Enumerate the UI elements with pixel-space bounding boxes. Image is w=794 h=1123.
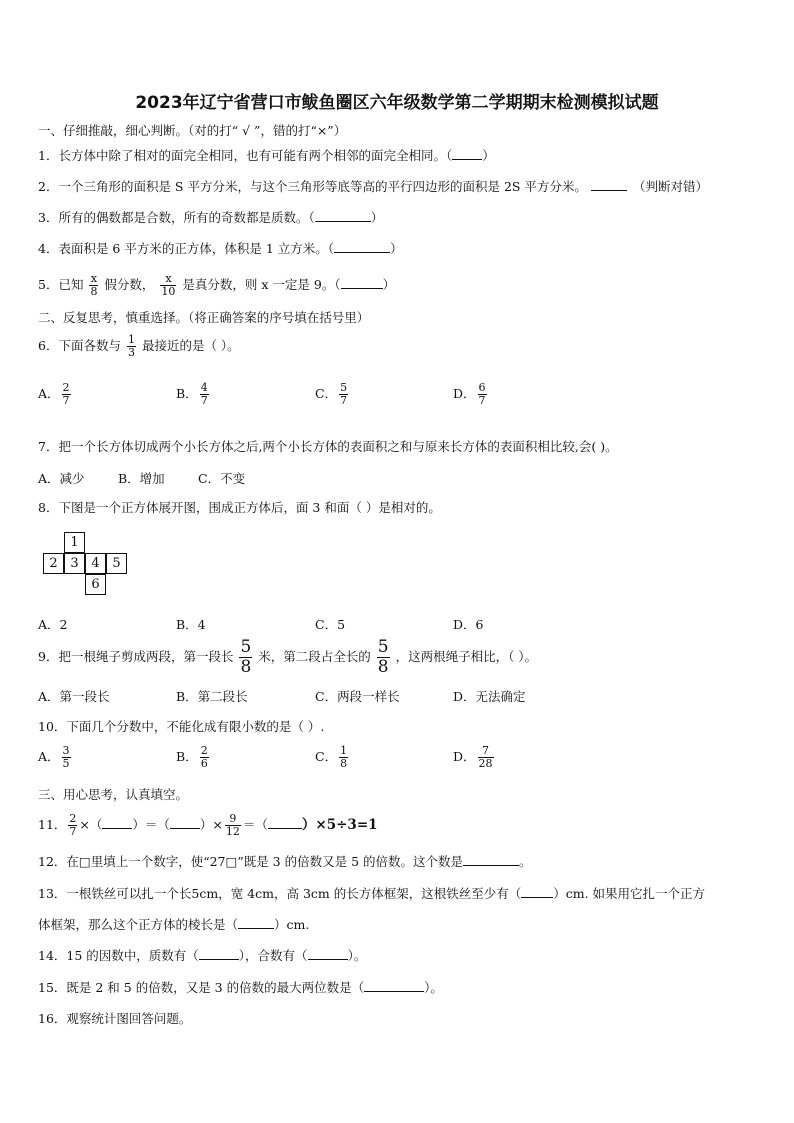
question-2 — [38, 178, 708, 195]
answer-blank[interactable] — [364, 979, 424, 992]
question-9-prefix: 9．把一根绳子剪成两段，第一段长 — [38, 649, 234, 664]
question-13-text: 13．一根铁丝可以扎一个长5cm，宽 4cm，高 3cm 的长方体框架，这根铁丝至少有（ — [38, 886, 522, 901]
question-3-text: 3．所有的偶数都是合数，所有的奇数都是质数。（ — [38, 210, 315, 225]
question-12-end: 。 — [519, 854, 532, 869]
question-5 — [38, 271, 395, 299]
answer-blank[interactable] — [268, 816, 302, 829]
net-face: 1 — [64, 532, 85, 553]
option-c[interactable]: C．5 — [315, 617, 346, 632]
q11-part: ）× — [199, 817, 223, 832]
answer-blank[interactable] — [334, 240, 390, 253]
question-9-mid: 米，第二段占全长的 — [258, 649, 371, 664]
question-14-text: ），合数有（ — [238, 948, 308, 963]
answer-blank[interactable] — [591, 178, 627, 191]
question-4-text: 4．表面积是 6 平方米的正方体，体积是 1 立方米。（ — [38, 241, 335, 256]
question-9 — [38, 637, 537, 677]
question-13-line-1 — [38, 885, 705, 902]
question-15 — [38, 979, 443, 996]
option-c[interactable]: C． $\frac{1}{8}$ — [315, 744, 348, 770]
option-a[interactable]: A．2 — [38, 617, 68, 632]
question-4 — [38, 240, 403, 257]
question-6-prefix: 6．下面各数与 — [38, 338, 121, 353]
question-12 — [38, 853, 532, 870]
answer-blank[interactable] — [170, 816, 200, 829]
fraction: $\frac{x}{8}$ — [90, 272, 98, 298]
option-b[interactable]: B．增加 — [118, 471, 165, 486]
option-a[interactable]: A． $\frac{2}{7}$ — [38, 381, 70, 407]
fraction: $\frac{5}{8}$ — [240, 637, 252, 677]
option-b[interactable]: B．4 — [176, 617, 206, 632]
question-13-text: 体框架，那么这个正方体的棱长是（ — [38, 917, 239, 932]
option-c[interactable]: C．不变 — [198, 471, 246, 486]
section-2-heading: 二、反复思考，慎重选择。（将正确答案的序号填在括号里） — [38, 310, 370, 325]
q11-part: ＝（ — [242, 817, 268, 832]
question-13-line-2 — [38, 916, 309, 933]
question-10: 10．下面几个分数中，不能化成有限小数的是（ ）. — [38, 719, 325, 734]
question-9-post: ，这两根绳子相比，（ ）。 — [395, 649, 538, 664]
answer-blank[interactable] — [308, 947, 348, 960]
question-7: 7．把一个长方体切成两个小长方体之后,两个小长方体的表面积之和与原来长方体的表面积相比较,会( )。 — [38, 439, 618, 454]
cube-net-figure — [43, 532, 143, 596]
question-11 — [38, 807, 378, 843]
net-face: 2 — [43, 553, 64, 574]
question-16: 16．观察统计图回答问题。 — [38, 1011, 192, 1026]
answer-blank[interactable] — [521, 885, 553, 898]
answer-blank[interactable] — [341, 276, 383, 289]
option-d[interactable]: D．无法确定 — [453, 689, 526, 704]
question-4-end: ） — [390, 241, 403, 256]
question-8: 8．下图是一个正方体展开图，围成正方体后，面 3 和面（ ）是相对的。 — [38, 500, 441, 515]
answer-blank[interactable] — [452, 147, 482, 160]
option-c[interactable]: C．两段一样长 — [315, 689, 400, 704]
fraction: $\frac{9}{12}$ — [225, 812, 240, 838]
net-face: 4 — [85, 553, 106, 574]
option-b[interactable]: B． $\frac{2}{6}$ — [176, 744, 208, 770]
section-1-heading: 一、仔细推敲，细心判断。（对的打“ √ ”，错的打“×”） — [38, 123, 347, 138]
page-title: 2023年辽宁省营口市鲅鱼圈区六年级数学第二学期期末检测模拟试题 — [135, 93, 659, 113]
answer-blank[interactable] — [199, 947, 239, 960]
question-1 — [38, 147, 495, 164]
question-1-text: 1．长方体中除了相对的面完全相同，也有可能有两个相邻的面完全相同。（ — [38, 148, 453, 163]
question-6 — [38, 330, 240, 362]
answer-blank[interactable] — [315, 209, 371, 222]
option-a[interactable]: A． $\frac{3}{5}$ — [38, 744, 70, 770]
fraction: $\frac{5}{8}$ — [377, 637, 389, 677]
question-13-text: ）cm. 如果用它扎一个正方 — [553, 886, 706, 901]
question-3-end: ） — [370, 210, 384, 225]
option-d[interactable]: D．6 — [453, 617, 484, 632]
fraction: $\frac{1}{3}$ — [127, 333, 135, 359]
q11-part: ）×5÷3=1 — [301, 817, 378, 833]
option-d[interactable]: D． $\frac{6}{7}$ — [453, 381, 486, 407]
question-1-end: ） — [482, 148, 495, 163]
question-14-text: ）。 — [347, 948, 367, 963]
question-2-text: 2．一个三角形的面积是 S 平方分米，与这个三角形等底等高的平行四边形的面积是 2S 平方分米。 — [38, 179, 587, 194]
question-5-prefix: 5．已知 — [38, 277, 84, 292]
q11-part: ×（ — [79, 817, 103, 832]
net-face: 3 — [64, 553, 85, 574]
question-15-text: 15．既是 2 和 5 的倍数，又是 3 的倍数的最大两位数是（ — [38, 980, 365, 995]
question-13-text: ）cm. — [274, 917, 310, 932]
q11-part: ）＝（ — [132, 817, 170, 832]
question-6-post: 最接近的是（ ）。 — [141, 338, 240, 353]
option-b[interactable]: B．第二段长 — [176, 689, 248, 704]
question-14 — [38, 947, 366, 964]
fraction: $\frac{x}{10}$ — [161, 272, 176, 298]
answer-blank[interactable] — [102, 816, 132, 829]
option-d[interactable]: D． $\frac{7}{28}$ — [453, 744, 493, 770]
option-a[interactable]: A．减少 — [38, 471, 85, 486]
answer-blank[interactable] — [463, 853, 519, 866]
section-3-heading: 三、用心思考，认真填空。 — [38, 787, 189, 802]
option-a[interactable]: A．第一段长 — [38, 689, 110, 704]
question-14-text: 14．15 的因数中，质数有（ — [38, 948, 199, 963]
option-b[interactable]: B． $\frac{4}{7}$ — [176, 381, 208, 407]
question-5-end: ） — [382, 277, 396, 292]
net-face: 5 — [106, 553, 127, 574]
net-face: 6 — [85, 574, 106, 595]
question-12-text: 12．在□里填上一个数字，使“27□”既是 3 的倍数又是 5 的倍数。这个数是 — [38, 854, 464, 869]
answer-blank[interactable] — [238, 916, 274, 929]
fraction: $\frac{2}{7}$ — [69, 812, 77, 838]
option-c[interactable]: C． $\frac{5}{7}$ — [315, 381, 348, 407]
question-5-mid1: 假分数， — [104, 277, 155, 292]
question-2-end: （判断对错） — [632, 179, 708, 194]
question-3 — [38, 209, 383, 226]
question-15-end: ）。 — [424, 980, 443, 995]
question-11-prefix: 11． — [38, 817, 67, 832]
question-5-mid2: 是真分数，则 x 一定是 9。（ — [182, 277, 341, 292]
